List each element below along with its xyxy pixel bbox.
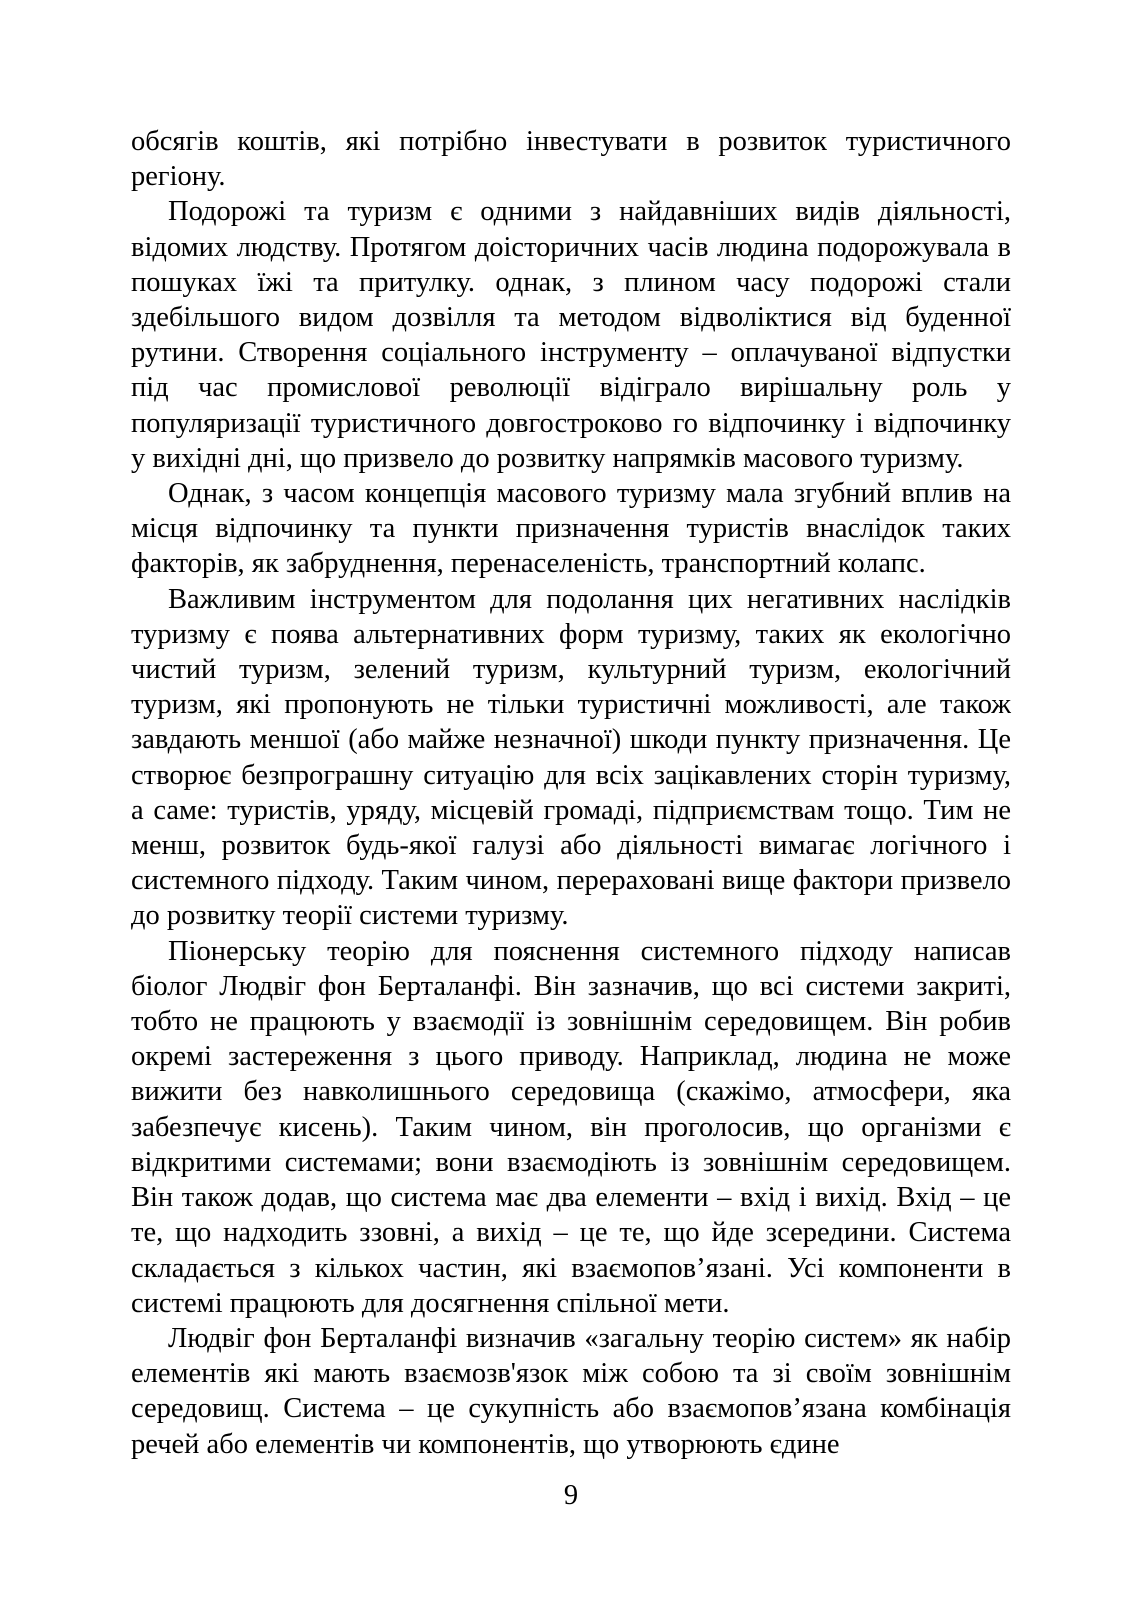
paragraph-bertalanffy-systems-theory: Піонерську теорію для пояснення системного підходу написав біолог Людвіг фон Берталанфі. Він зазначив, що всі системи закриті, тобто не працюють у взаємодії із зовнішнім середовищем. Він робив окремі застереження з цього приводу. Наприклад, людина не може вижити без навколишнього середовища (скажімо, атмосфери, яка забезпечує кисень). Таким чином, він проголосив, що організми є відкритими системами; вони взаємодіють із зовнішнім середовищем. Він також додав, що система має два елементи – вхід і вихід. Вхід – це те, що надходить ззовні, а вихід – це те, що йде зсередини. Система складається з кількох частин, які взаємопов’язані. Усі компоненти в системі працюють для досягнення спільної мети. — [131, 935, 1011, 1319]
paragraph-alternative-tourism-forms: Важливим інструментом для подолання цих негативних наслідків туризму є поява альтернативних форм туризму, таких як екологічно чистий туризм, зелений туризм, культурний туризм, екологічний туризм, які пропонують не тільки туристичні можливості, але також завдають меншої (або майже незначної) шкоди пункту призначення. Це створює безпрограшну ситуацію для всіх зацікавлених сторін туризму, а саме: туристів, уряду, місцевій громаді, підприємствам тощо. Тим не менш, розвиток будь-якої галузі або діяльності вимагає логічного і системного підходу. Таким чином, перераховані вище фактори призвело до розвитку теорії системи туризму. — [131, 583, 1011, 932]
paragraph-general-systems-theory-definition: Людвіг фон Берталанфі визначив «загальну теорію систем» як набір елементів які мають взаємозв'язок між собою та зі своїм зовнішнім середовищ. Система – це сукупність або взаємопов’язана комбінація речей або елементів чи компонентів, що утворюють єдине — [131, 1322, 1011, 1460]
paragraph-travel-and-tourism: Подорожі та туризм є одними з найдавніших видів діяльності, відомих людству. Протягом доісторичних часів людина подорожувала в пошуках їжі та притулку. однак, з плином часу подорожі стали здебільшого видом дозвілля та методом відволіктися від буденної рутини. Створення соціального інструменту – оплачуваної відпустки під час промислової революції відіграло вирішальну роль у популяризації туристичного довгостроково го відпочинку і відпочинку у вихідні дні, що призвело до розвитку напрямків масового туризму. — [131, 196, 1011, 474]
body-text-column — [131, 124, 1011, 1462]
page-number: 9 — [563, 1480, 579, 1511]
paragraph-continuation: обсягів коштів, які потрібно інвестувати в розвиток туристичного регіону. — [131, 126, 1011, 193]
paragraph-mass-tourism-impact: Однак, з часом концепція масового туризму мала згубний вплив на місця відпочинку та пункти призначення туристів внаслідок таких факторів, як забруднення, перенаселеність, транспортний колапс. — [131, 478, 1011, 580]
